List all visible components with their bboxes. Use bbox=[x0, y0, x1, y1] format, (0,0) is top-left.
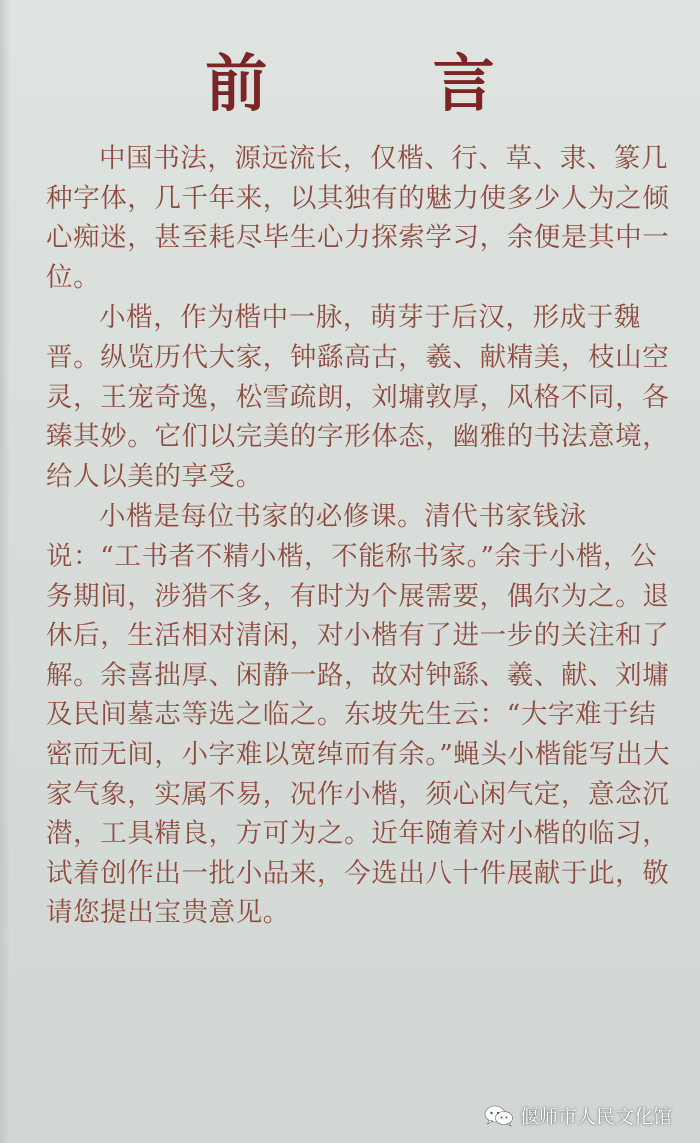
preface-body bbox=[46, 139, 676, 933]
board-edge-shadow bbox=[0, 0, 10, 1143]
watermark-text: 偃师市人民文化馆 bbox=[519, 1106, 672, 1128]
paragraph-3: 小楷是每位书家的必修课。清代书家钱泳说：“工书者不精小楷，不能称书家。”余于小楷，公务期间，涉猎不多，有时为个展需要，偶尔为之。退休后，生活相对清闲，对小楷有了进一步的关注和了解。余喜拙厚、闲静一路，故对钟繇、羲、献、刘墉及民间墓志等选之临之。东坡先生云：“大字难于结密而无间，小字难以宽绰而有余。”蝇头小楷能写出大家气象，实属不易，况作小楷，须心闲气定，意念沉潜，工具精良，方可为之。近年随着对小楷的临习，试着创作出一批小品来，今选出八十件展献于此，敬请您提出宝贵意见。 bbox=[46, 501, 671, 929]
account-watermark bbox=[484, 1102, 672, 1129]
paragraph-1: 中国书法，源远流长，仅楷、行、草、隶、篆几种字体，几千年来，以其独有的魅力使多少人为之倾心痴迷，甚至耗尽毕生心力探索学习，余便是其中一位。 bbox=[46, 143, 670, 293]
paragraph-2: 小楷，作为楷中一脉，萌芽于后汉，形成于魏晋。纵览历代大家，钟繇高古，羲、献精美，枝山空灵，王宠奇逸，松雪疏朗，刘墉敦厚，风格不同，各臻其妙。它们以完美的字形体态，幽雅的书法意境，给人以美的享受。 bbox=[46, 302, 670, 492]
page-title: 前 言 bbox=[205, 47, 567, 120]
wechat-icon bbox=[484, 1104, 514, 1128]
